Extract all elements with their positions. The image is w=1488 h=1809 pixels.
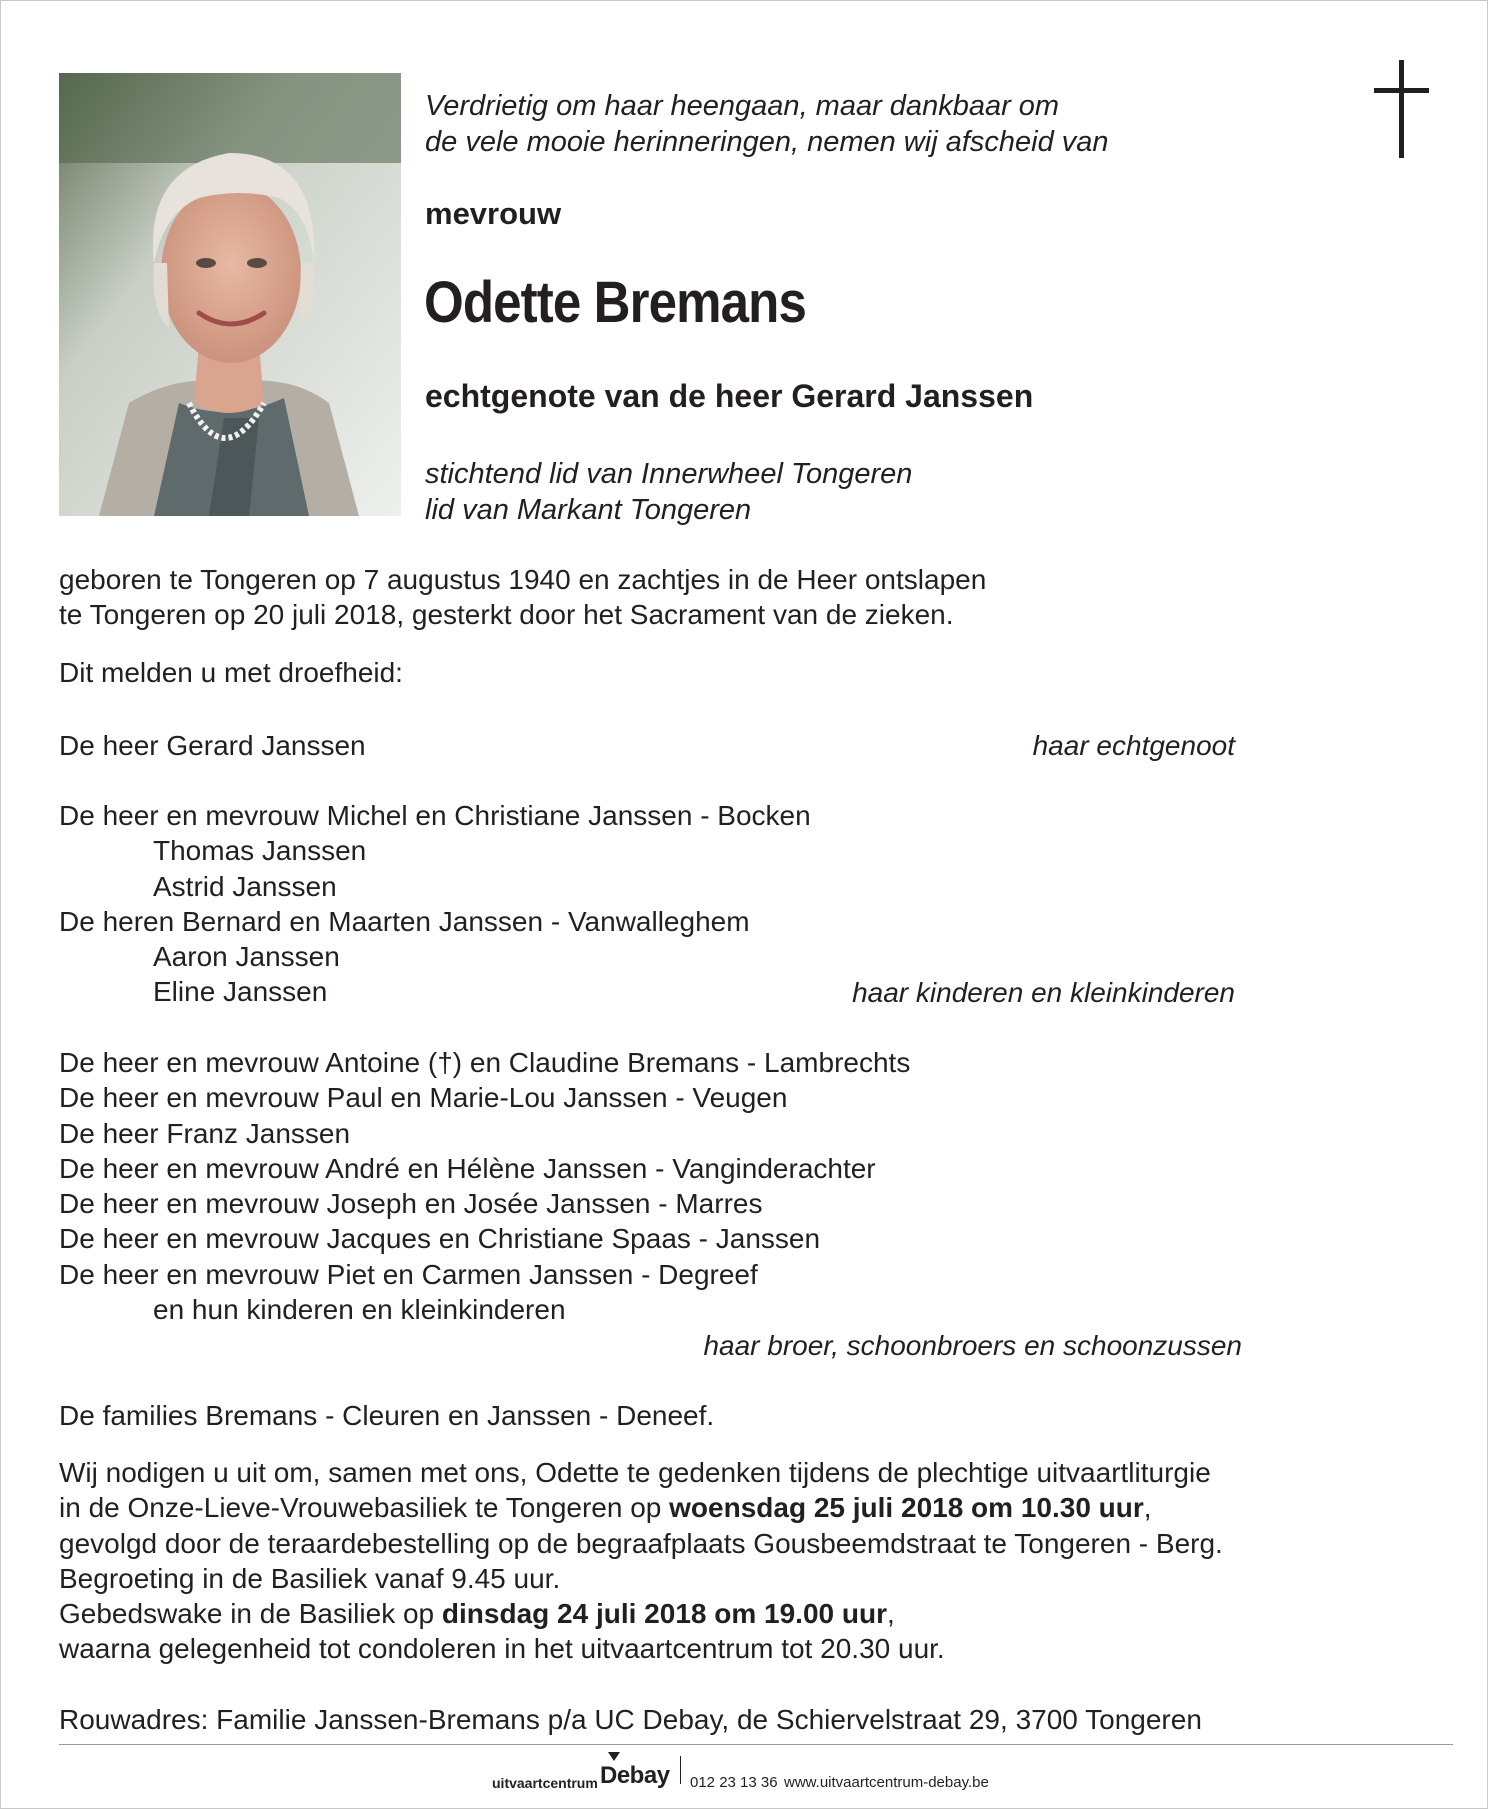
mourners-siblings	[59, 1045, 910, 1327]
mourners-children	[59, 798, 811, 1010]
birth-death-text	[59, 562, 986, 633]
ceremony-line	[59, 1596, 1223, 1631]
footer-prefix: uitvaartcentrum	[492, 1775, 598, 1791]
mourner-line: De heer en mevrouw André en Hélène Janssen - Vanginderachter	[59, 1152, 876, 1184]
mourner-line: De heer en mevrouw Joseph en Josée Janssen - Marres	[59, 1188, 763, 1220]
mourner-line: De heer Franz Janssen	[59, 1117, 351, 1149]
mourner-spouse: De heer Gerard Janssen	[59, 730, 366, 761]
membership-line: lid van Markant Tongeren	[425, 494, 752, 526]
mourner-line: Astrid Janssen	[153, 870, 337, 902]
funeral-datetime: woensdag 25 juli 2018 om 10.30 uur	[669, 1492, 1144, 1524]
footer-website[interactable]: www.uitvaartcentrum-debay.be	[784, 1774, 989, 1791]
ceremony-text-part: ,	[1143, 1492, 1152, 1524]
deceased-title: mevrouw	[425, 196, 562, 231]
footer-brand: Debay	[600, 1762, 670, 1789]
mourner-line: Thomas Janssen	[153, 835, 367, 867]
footer	[0, 1752, 1488, 1791]
ceremony-line: waarna gelegenheid tot condoleren in het uitvaartcentrum tot 20.30 uur.	[59, 1633, 945, 1665]
membership-line: stichtend lid van Innerwheel Tongeren	[425, 458, 913, 490]
birth-death-line: geboren te Tongeren op 7 augustus 1940 en zachtjes in de Heer ontslapen	[59, 564, 987, 595]
mourner-line: De heer en mevrouw Antoine (†) en Claudine Bremans - Lambrechts	[59, 1047, 911, 1078]
vigil-datetime: dinsdag 24 juli 2018 om 19.00 uur	[441, 1598, 887, 1630]
ceremony-text-part: Gebedswake in de Basiliek op	[59, 1598, 442, 1630]
portrait-photo	[59, 73, 401, 516]
mourner-line: De heer en mevrouw Jacques en Christiane Spaas - Janssen	[59, 1223, 821, 1255]
memberships	[425, 456, 912, 528]
ceremony-line	[59, 1490, 1223, 1525]
mourner-line: Aaron Janssen	[153, 941, 340, 973]
mourner-line: De heer en mevrouw Michel en Christiane Janssen - Bocken	[59, 800, 811, 831]
relation-siblings: haar broer, schoonbroers en schoonzussen	[703, 1330, 1242, 1361]
ceremony-text	[59, 1455, 1223, 1667]
families-line: De families Bremans - Cleuren en Janssen - Deneef.	[59, 1400, 715, 1431]
deceased-name: Odette Bremans	[424, 270, 806, 335]
mourner-line: en hun kinderen en kleinkinderen	[153, 1294, 566, 1326]
ceremony-text-part: ,	[886, 1598, 895, 1630]
footer-separator	[680, 1756, 681, 1784]
intro-line: de vele mooie herinneringen, nemen wij afscheid van	[425, 126, 1109, 158]
intro-text	[425, 88, 1109, 160]
intro-line: Verdrietig om haar heengaan, maar dankbaar om	[425, 90, 1060, 122]
relation-spouse: haar echtgenoot	[1032, 730, 1235, 761]
mourner-line: De heer en mevrouw Piet en Carmen Janssen - Degreef	[59, 1258, 758, 1290]
spouse-line: echtgenote van de heer Gerard Janssen	[425, 378, 1034, 414]
announce-line: Dit melden u met droefheid:	[59, 657, 403, 688]
mourner-line: De heer en mevrouw Paul en Marie-Lou Janssen - Veugen	[59, 1082, 788, 1114]
mourning-address: Rouwadres: Familie Janssen-Bremans p/a UC Debay, de Schiervelstraat 29, 3700 Tongeren	[59, 1704, 1202, 1735]
ceremony-line: Wij nodigen u uit om, samen met ons, Odette te gedenken tijdens de plechtige uitvaartliturgie	[59, 1457, 1211, 1488]
cross-icon	[1368, 60, 1434, 160]
ceremony-line: Begroeting in de Basiliek vanaf 9.45 uur.	[59, 1562, 561, 1594]
mourner-line: Eline Janssen	[153, 976, 328, 1008]
birth-death-line: te Tongeren op 20 juli 2018, gesterkt door het Sacrament van de zieken.	[59, 599, 954, 631]
relation-children: haar kinderen en kleinkinderen	[852, 977, 1235, 1008]
mourner-line: De heren Bernard en Maarten Janssen - Vanwalleghem	[59, 905, 750, 937]
ceremony-line: gevolgd door de teraardebestelling op de begraafplaats Gousbeemdstraat te Tongeren - Berg.	[59, 1527, 1223, 1559]
ceremony-text-part: in de Onze-Lieve-Vrouwebasiliek te Tongeren op	[59, 1492, 670, 1524]
footer-divider	[59, 1744, 1453, 1745]
footer-phone: 012 23 13 36	[690, 1774, 778, 1791]
